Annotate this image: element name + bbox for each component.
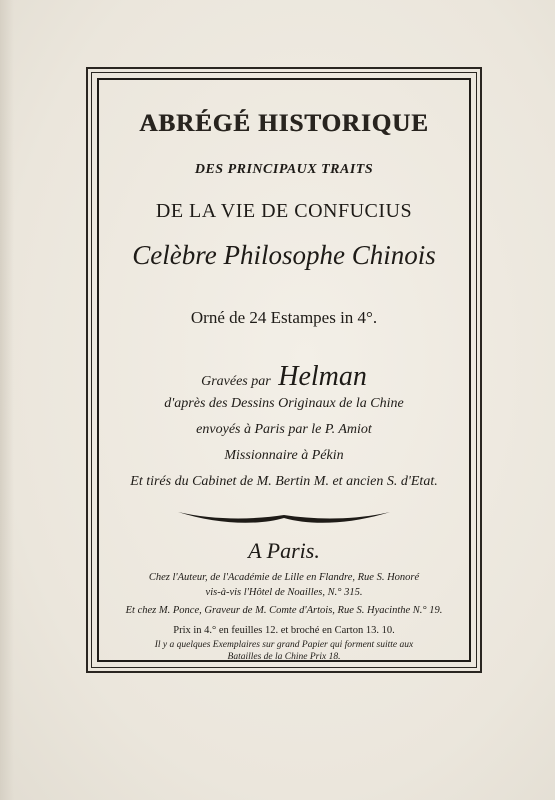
note-line-1: Il y a quelques Exemplaires sur grand Papier qui forment suitte aux	[154, 640, 414, 650]
flourish-ornament	[176, 504, 392, 526]
title-line-confucius: DE LA VIE DE CONFUCIUS	[155, 200, 413, 222]
engraver-name: Helman	[278, 361, 367, 392]
title-line-philosophe: Celèbre Philosophe Chinois	[132, 240, 436, 270]
price-line: Prix in 4.° en feuilles 12. et broché en Carton 13. 10.	[173, 625, 395, 636]
cabinet-line: Et tirés du Cabinet de M. Bertin M. et ancien S. d'Etat.	[130, 474, 438, 489]
imprint-line-3: Et chez M. Ponce, Graveur de M. Comte d'Artois, Rue S. Hyacinthe N.° 19.	[125, 605, 443, 616]
note-line-2: Batailles de la Chine Prix 18.	[227, 652, 341, 662]
sent-by-line: envoyés à Paris par le P. Amiot	[196, 422, 372, 437]
ornament-line: Orné de 24 Estampes in 4°.	[190, 308, 378, 327]
imprint-line-1: Chez l'Auteur, de l'Académie de Lille en Flandre, Rue S. Honoré	[148, 572, 420, 583]
engraver-line	[100, 361, 468, 393]
book-gutter-shadow	[0, 0, 14, 800]
main-title: ABRÉGÉ HISTORIQUE	[139, 110, 429, 137]
subtitle: DES PRINCIPAUX TRAITS	[194, 162, 374, 177]
missionary-line: Missionnaire à Pékin	[224, 448, 344, 463]
city-line: A Paris.	[248, 538, 320, 563]
imprint-line-2: vis-à-vis l'Hôtel de Noailles, N.° 315.	[205, 587, 363, 598]
engraved-prefix: Gravées par	[201, 374, 271, 389]
note-block	[100, 639, 468, 663]
drawings-line: d'après des Dessins Originaux de la Chine	[164, 396, 404, 411]
